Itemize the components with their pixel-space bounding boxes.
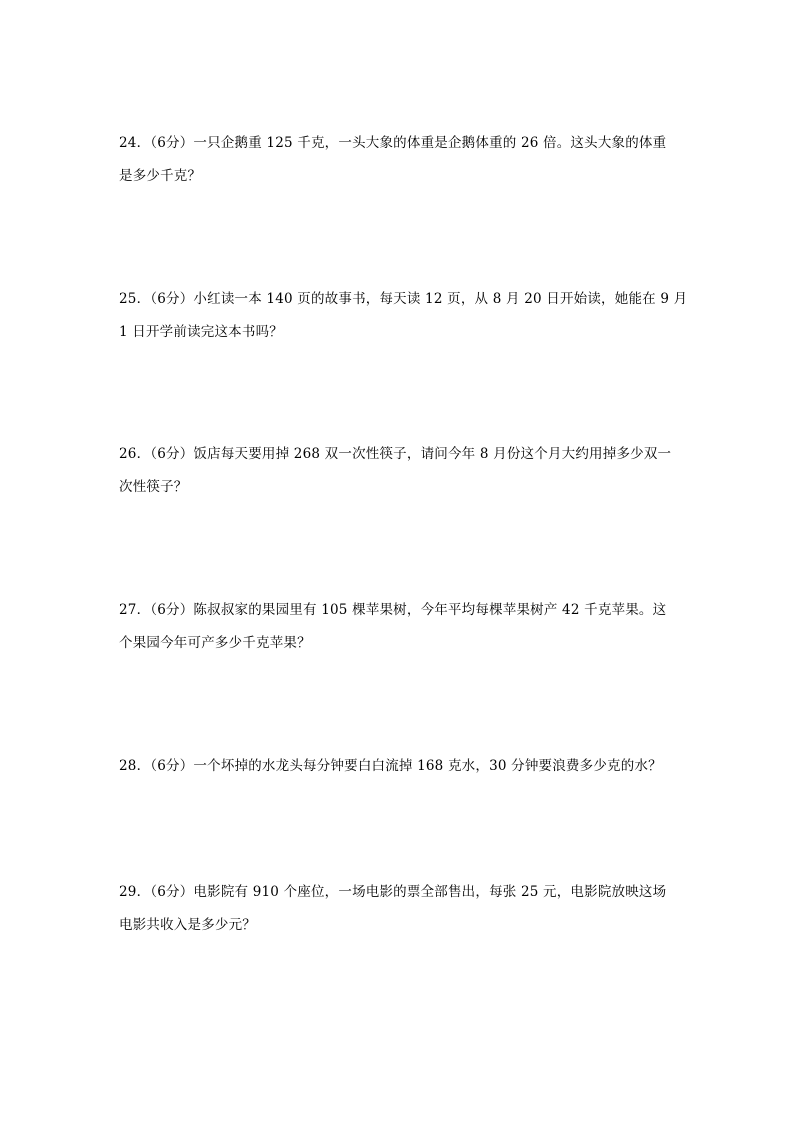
question-25: [119, 283, 688, 349]
question-26: [119, 438, 679, 504]
question-25-line-1: 25．（6分）小红读一本 140 页的故事书，每天读 12 页，从 8 月 20 日开始读，她能在 9 月: [119, 291, 688, 307]
question-24-line-1: 24．（6分）一只企鹅重 125 千克，一头大象的体重是企鹅体重的 26 倍。这头大象的体重: [119, 135, 667, 151]
question-29: [119, 876, 679, 942]
question-25-line-2: 1 日开学前读完这本书吗？: [119, 324, 283, 340]
question-29-line-1: 29．（6分）电影院有 910 个座位，一场电影的票全部售出，每张 25 元，电影院放映这场: [119, 884, 667, 900]
question-26-line-2: 次性筷子？: [119, 479, 188, 495]
question-28-line-1: 28．（6分）一个坏掉的水龙头每分钟要白白流掉 168 克水，30 分钟要浪费多少克的水？: [119, 758, 662, 774]
question-24: [119, 127, 679, 193]
question-27-line-2: 个果园今年可产多少千克苹果？: [119, 635, 311, 651]
question-27-line-1: 27．（6分）陈叔叔家的果园里有 105 棵苹果树，今年平均每棵苹果树产 42 千克苹果。这: [119, 602, 667, 618]
question-29-line-2: 电影共收入是多少元？: [119, 917, 256, 933]
question-24-line-2: 是多少千克？: [119, 168, 202, 184]
question-26-line-1: 26．（6分）饭店每天要用掉 268 双一次性筷子，请问今年 8 月份这个月大约用掉多少双一: [119, 446, 672, 462]
question-27: [119, 594, 679, 660]
question-28: [119, 750, 679, 783]
